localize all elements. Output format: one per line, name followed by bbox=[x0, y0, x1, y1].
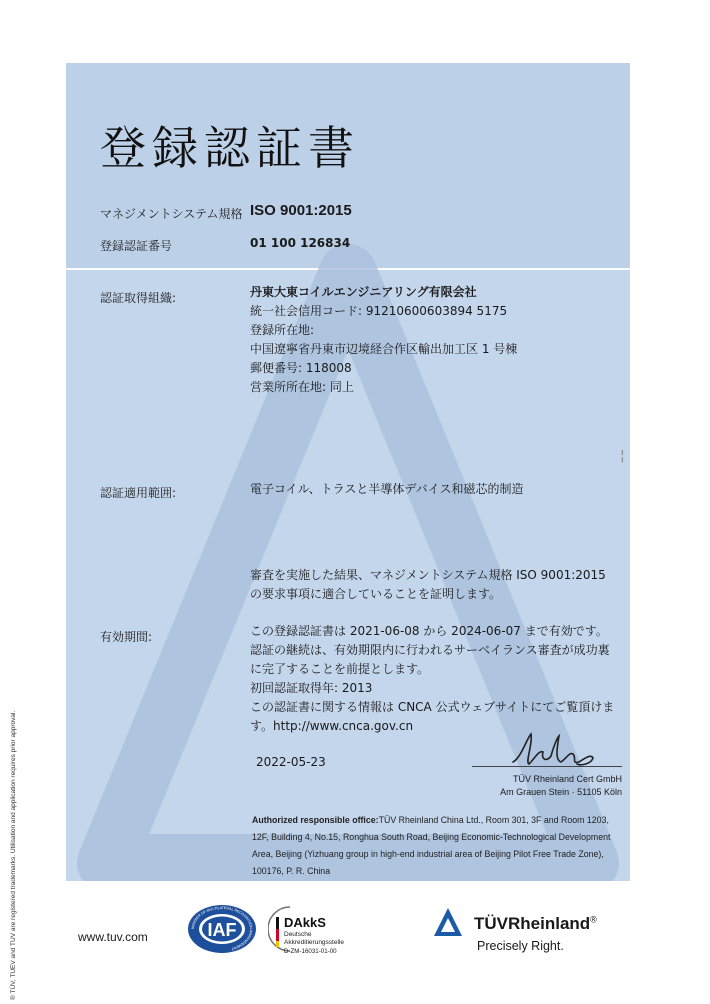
tuv-triangle-icon bbox=[432, 906, 464, 938]
statement-line: 審査を実施した結果、マネジメントシステム規格 ISO 9001:2015 bbox=[250, 568, 606, 582]
validity-line: 初回認証取得年: 2013 bbox=[250, 681, 373, 695]
office-text: TÜV Rheinland China Ltd., Room 301, 3F and Room 1203, 12F, Building 4, No.15, Ronghua South Road, Beijing Economic-Technological Development Area, Beijing (Yizhuang group in high-end industrial area of Beijing Pilot Free Trade Zone), 100176, P. R. China bbox=[252, 815, 611, 876]
iaf-logo bbox=[186, 903, 258, 955]
issuer-block bbox=[472, 773, 622, 799]
standard-value: ISO 9001:2015 bbox=[250, 202, 352, 219]
dakks-line: Deutsche bbox=[284, 931, 312, 938]
holder-postcode: 郵便番号: 118008 bbox=[250, 361, 352, 375]
holder-block bbox=[250, 283, 517, 397]
scope-value: 電子コイル、トラスと半導体デバイス和磁芯的制造 bbox=[250, 482, 524, 496]
iaf-ring-text: MEMBER OF MULTILATERAL RECOGNITION ARRANGEMENT bbox=[190, 905, 254, 951]
iaf-text: IAF bbox=[207, 920, 237, 940]
holder-address-label: 登録所在地: bbox=[250, 323, 315, 337]
office-heading: Authorized responsible office: bbox=[252, 815, 379, 825]
validity-label: 有効期間: bbox=[100, 630, 153, 644]
tuv-brand-name: TÜVRheinland bbox=[474, 914, 591, 933]
issue-date: 2022-05-23 bbox=[256, 755, 326, 769]
validity-line: す。http://www.cnca.gov.cn bbox=[250, 719, 414, 733]
validity-line: この認証書に関する情報は CNCA 公式ウェブサイトにてご覧頂けま bbox=[250, 700, 615, 714]
holder-office-address: 営業所所在地: 同上 bbox=[250, 380, 354, 394]
scan-mark: ¦ bbox=[620, 448, 625, 464]
dakks-logo bbox=[268, 903, 388, 959]
registration-label: 登録認証番号 bbox=[100, 239, 173, 253]
registered-mark: ® bbox=[590, 914, 597, 925]
holder-name: 丹東大東コイルエンジニアリング有限会社 bbox=[250, 285, 477, 299]
holder-address: 中国遼寧省丹東市辺境経合作区輸出加工区 1 号棟 bbox=[250, 342, 518, 356]
website-link[interactable]: www.tuv.com bbox=[78, 930, 148, 944]
scope-label: 認証適用範囲: bbox=[100, 486, 177, 500]
standard-label: マネジメントシステム規格 bbox=[100, 207, 243, 221]
dakks-line: D-ZM-16031-01-00 bbox=[284, 948, 337, 955]
validity-block bbox=[250, 622, 614, 736]
authorized-office bbox=[252, 812, 624, 880]
validity-line: この登録認証書は 2021-06-08 から 2024-06-07 まで有効です。 bbox=[250, 624, 608, 638]
trademark-note: ® TÜV, TUEV and TUV are registered trademarks. Utilisation and application requires prior approval. bbox=[10, 710, 17, 1000]
signature-line bbox=[472, 766, 622, 767]
statement-line: の要求事項に適合していることを証明します。 bbox=[250, 587, 502, 601]
issuer-address: Am Grauen Stein · 51105 Köln bbox=[500, 787, 622, 797]
validity-line: 認証の継続は、有効期限内に行われるサーベイランス審査が成功裏 bbox=[250, 643, 610, 657]
tuv-brand bbox=[474, 914, 597, 934]
page-title: 登録認証書 bbox=[100, 121, 360, 175]
holder-label: 認証取得組織: bbox=[100, 291, 177, 305]
dakks-title: DAkkS bbox=[284, 915, 326, 930]
validity-line: に完了することを前提とします。 bbox=[250, 662, 430, 676]
holder-credit-code: 統一社会信用コード: 91210600603894 5175 bbox=[250, 304, 508, 318]
registration-value: 01 100 126834 bbox=[250, 236, 351, 250]
tuv-tagline: Precisely Right. bbox=[477, 939, 564, 953]
dakks-line: Akkreditierungsstelle bbox=[284, 939, 344, 946]
conformity-statement bbox=[250, 566, 606, 604]
issuer-name: TÜV Rheinland Cert GmbH bbox=[512, 774, 622, 784]
